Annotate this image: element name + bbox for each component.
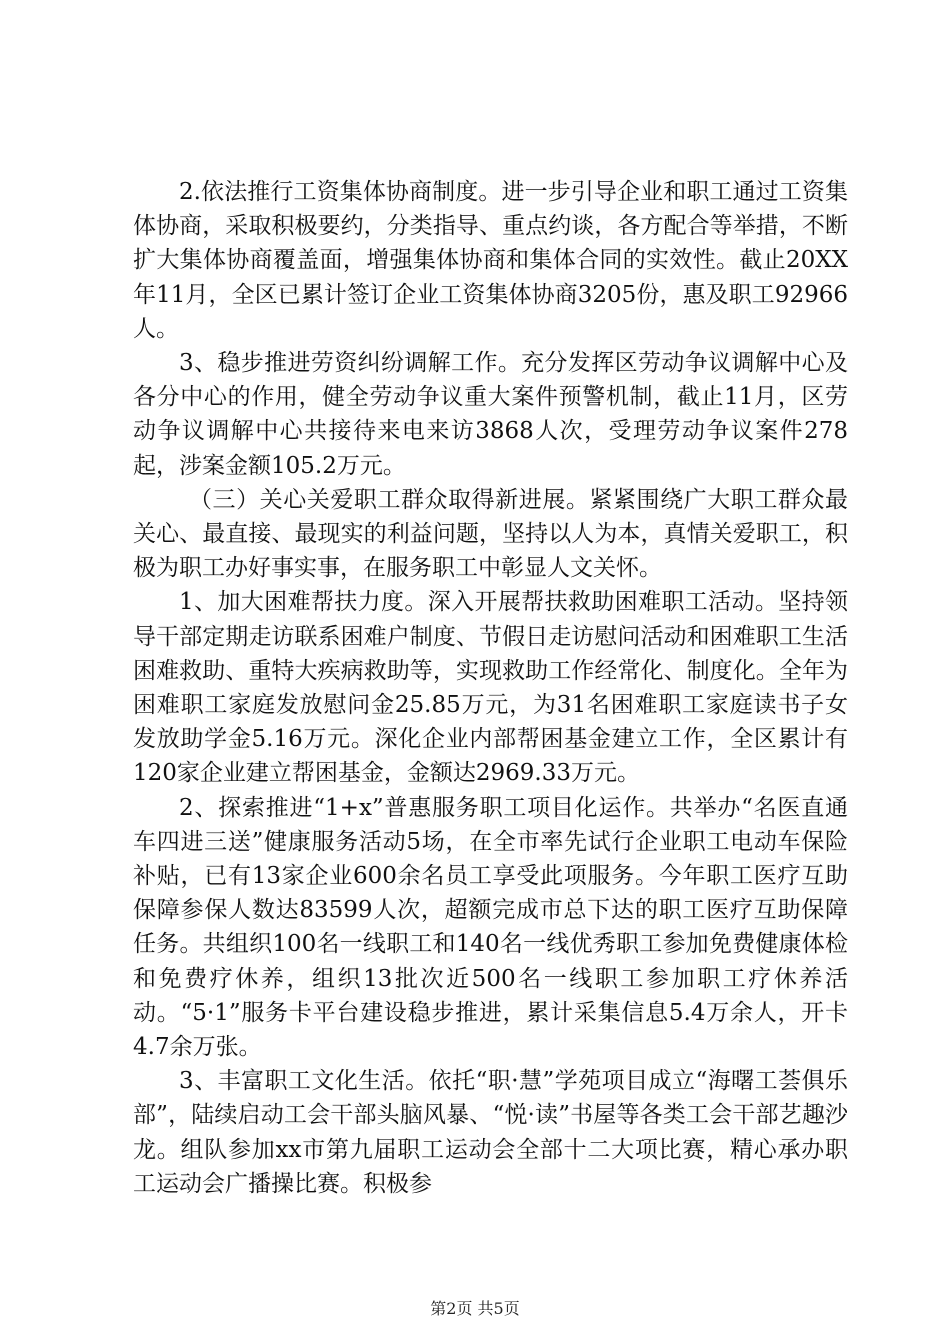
paragraph-labor-dispute-mediation: 3、稳步推进劳资纠纷调解工作。充分发挥区劳动争议调解中心及各分中心的作用，健全劳动争议重大案件预警机制，截止11月，区劳动争议调解中心共接待来电来访3868人次，受理劳动争议案件278起，涉案金额105.2万元。	[133, 350, 848, 479]
paragraph-wage-negotiation: 2.依法推行工资集体协商制度。进一步引导企业和职工通过工资集体协商，采取积极要约，分类指导、重点约谈，各方配合等举措，不断扩大集体协商覆盖面，增强集体协商和集体合同的实效性。截止20XX年11月，全区已累计签订企业工资集体协商3205份，惠及职工92966人。	[133, 179, 848, 342]
section-heading-care-for-workers: （三）关心关爱职工群众取得新进展。紧紧围绕广大职工群众最关心、最直接、最现实的利益问题，坚持以人为本，真情关爱职工，积极为职工办好事实事，在服务职工中彰显人文关怀。	[133, 486, 848, 582]
paragraph-cultural-life: 3、丰富职工文化生活。依托“职·慧”学苑项目成立“海曙工荟俱乐部”，陆续启动工会干部头脑风暴、“悦·读”书屋等各类工会干部艺趣沙龙。组队参加xx市第九届职工运动会全部十二大项比赛，精心承办职工运动会广播操比赛。积极参	[133, 1068, 848, 1197]
page-number-label: 第2页 共5页	[430, 1299, 520, 1318]
paragraph-hardship-assistance: 1、加大困难帮扶力度。深入开展帮扶救助困难职工活动。坚持领导干部定期走访联系困难户制度、节假日走访慰问活动和困难职工生活困难救助、重特大疾病救助等，实现救助工作经常化、制度化。全年为困难职工家庭发放慰问金25.85万元，为31名困难职工家庭读书子女发放助学金5.16万元。深化企业内部帮困基金建立工作，全区累计有120家企业建立帮困基金，金额达2969.33万元。	[133, 589, 848, 787]
document-body	[133, 175, 848, 1201]
paragraph-inclusive-services: 2、探索推进“1+x”普惠服务职工项目化运作。共举办“名医直通车四进三送”健康服务活动5场，在全市率先试行企业职工电动车保险补贴，已有13家企业600余名员工享受此项服务。今年职工医疗互助保障参保人数达83599人次，超额完成市总下达的职工医疗互助保障任务。共组织100名一线职工和140名一线优秀职工参加免费健康体检和免费疗休养，组织13批次近500名一线职工参加职工疗休养活动。“5·1”服务卡平台建设稳步推进，累计采集信息5.4万余人，开卡4.7余万张。	[133, 794, 848, 1061]
page-footer	[0, 1296, 950, 1319]
